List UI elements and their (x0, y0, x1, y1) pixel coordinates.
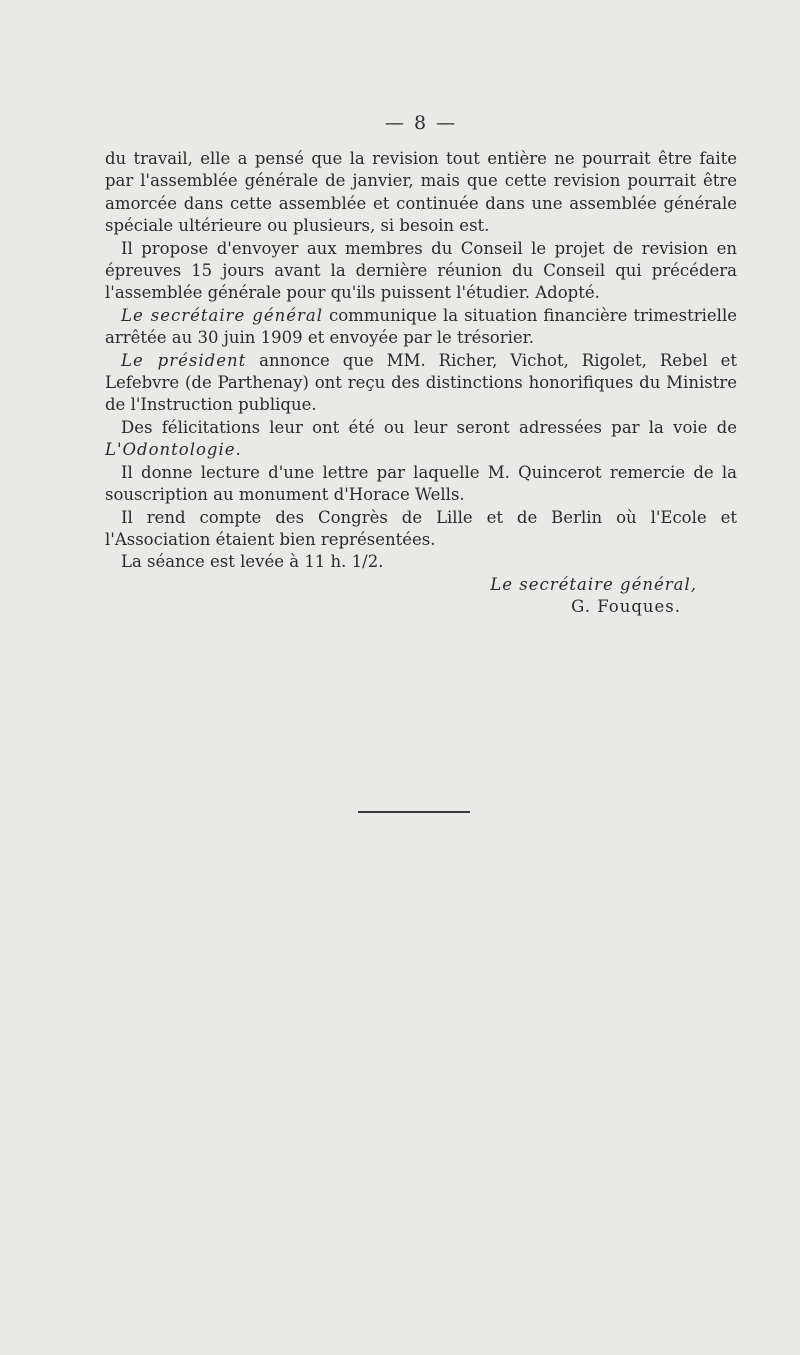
signature-role: Le secrétaire général, (490, 574, 697, 594)
page-number: — 8 — (384, 112, 458, 134)
paragraph-4 (105, 350, 737, 417)
paragraph-3-text: communique la situation financière trimestrielle arrêtée au 30 juin 1909 et envoyée par le trésorier. (105, 305, 737, 348)
paragraph-3-lead: Le secrétaire général (121, 305, 323, 325)
paragraph-7-text: Il rend compte des Congrès de Lille et de Berlin où l'Ecole et l'Association étaient bien représentées. (105, 507, 737, 549)
paragraph-1-text: du travail, elle a pensé que la revision tout entière ne pourrait être faite par l'assemblée générale de janvier, mais que cette revision pourrait être amorcée dans cette assemblée et continuée dans une assemblée générale spéciale ultérieure ou plusieurs, si besoin est. (105, 149, 737, 236)
section-rule (358, 811, 470, 813)
paragraph-1 (105, 148, 737, 238)
paragraph-2-text: Il propose d'envoyer aux membres du Conseil le projet de revision en épreuves 15 jours avant la dernière réunion du Conseil qui précédera l'assemblée générale pour qu'ils puissent l'étudier. Adopté. (105, 238, 737, 303)
paragraph-7 (105, 507, 737, 552)
paragraph-2 (105, 238, 737, 305)
signature-name: G. Fouques. (571, 597, 681, 617)
paragraph-5-journal: L'Odontologie (105, 440, 236, 460)
paragraph-3 (105, 305, 737, 350)
paragraph-6 (105, 462, 737, 507)
paragraph-4-lead: Le président (121, 350, 247, 370)
paragraph-5-text: Des félicitations leur ont été ou leur seront adressées par la voie de (121, 417, 737, 437)
page-body (105, 112, 737, 619)
paragraph-5 (105, 417, 737, 462)
paragraph-8 (105, 551, 737, 573)
paragraph-8-text: La séance est levée à 11 h. 1/2. (121, 552, 384, 572)
paragraph-5-end: . (235, 440, 241, 460)
paragraph-6-text: Il donne lecture d'une lettre par laquelle M. Quincerot remercie de la souscription au monument d'Horace Wells. (105, 462, 737, 505)
signature-block (105, 574, 737, 619)
paragraph-4-text: annonce que MM. Richer, Vichot, Rigolet, Rebel et Lefebvre (de Parthenay) ont reçu des distinctions honorifiques du Ministre de l'Instruction publique. (105, 350, 737, 415)
